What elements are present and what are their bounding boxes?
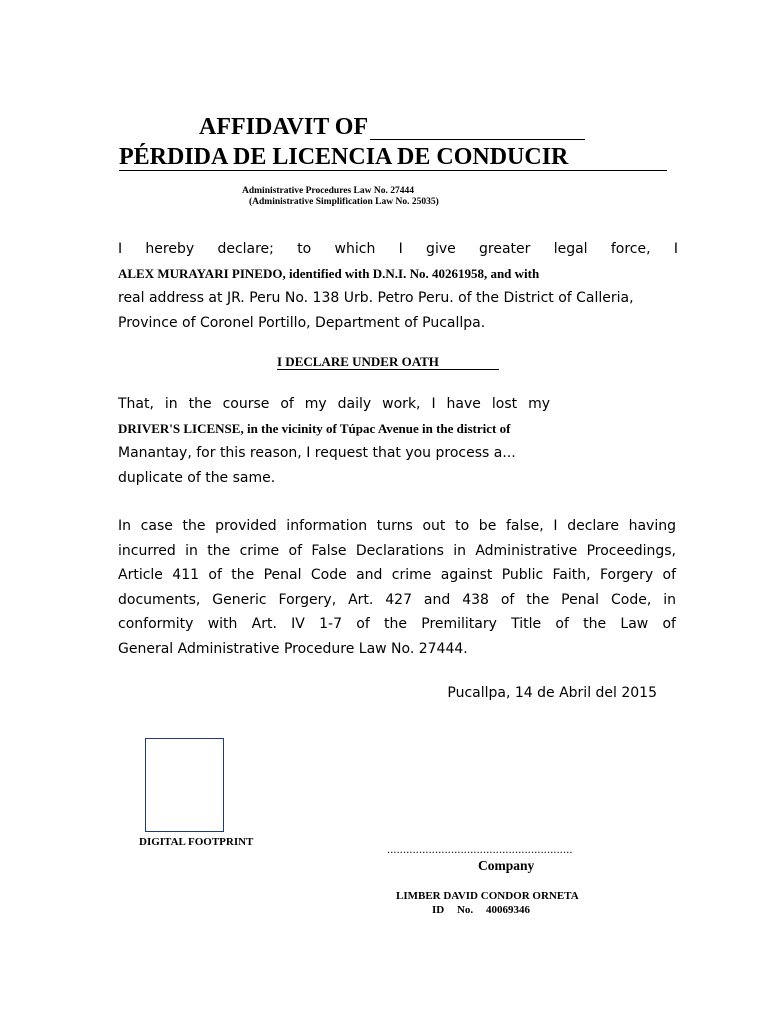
liability-line: documents, Generic Forgery, Art. 427 and 438 of the Penal Code, in: [118, 591, 676, 608]
oath-heading-underline: [277, 369, 499, 370]
id-label: ID: [432, 904, 445, 916]
company-label: Company: [478, 858, 535, 873]
title-underline: [370, 139, 585, 140]
liability-line: General Administrative Procedure Law No. 27444.: [118, 640, 468, 657]
subtitle-underline: [119, 170, 667, 171]
id-number: 40069346: [485, 904, 530, 916]
declaration-line: real address at JR. Peru No. 138 Urb. Petro Peru. of the District of Calleria,: [118, 290, 634, 306]
liability-line: Article 411 of the Penal Code and crime against Public Faith, Forgery of: [118, 567, 676, 583]
law-reference: Administrative Procedures Law No. 27444: [242, 186, 414, 196]
fingerprint-label: DIGITAL FOOTPRINT: [139, 836, 254, 848]
signer-id: [432, 904, 530, 916]
signature-line: ..........................................................: [387, 842, 573, 856]
law-reference-sub: (Administrative Simplification Law No. 25035): [249, 197, 439, 207]
statement-paragraph: [118, 392, 550, 490]
declaration-paragraph: [118, 237, 678, 335]
declarant-identity: ALEX MURAYARI PINEDO, identified with D.N.I. No. 40261958, and with: [118, 265, 540, 281]
fingerprint-box: [145, 738, 224, 832]
liability-line: In case the provided information turns out to be false, I declare having: [118, 518, 676, 534]
signer-name: LIMBER DAVID CONDOR ORNETA: [396, 890, 579, 902]
oath-heading: I DECLARE UNDER OATH: [277, 354, 439, 369]
liability-line: conformity with Art. IV 1-7 of the Premilitary Title of the Law of: [118, 616, 676, 632]
license-statement: DRIVER'S LICENSE, in the vicinity of Túpac Avenue in the district of: [118, 420, 511, 436]
statement-line: That, in the course of my daily work, I have lost my: [118, 396, 550, 412]
liability-line: incurred in the crime of False Declarations in Administrative Proceedings,: [118, 542, 676, 559]
document-subtitle: PÉRDIDA DE LICENCIA DE CONDUCIR: [119, 144, 569, 170]
declaration-line: Province of Coronel Portillo, Department of Pucallpa.: [118, 314, 486, 331]
statement-line: Manantay, for this reason, I request that you process a...: [118, 445, 516, 461]
statement-line: duplicate of the same.: [118, 469, 276, 486]
declaration-line: I hereby declare; to which I give greater legal force, I: [118, 241, 678, 257]
date-line: Pucallpa, 14 de Abril del 2015: [447, 685, 657, 701]
document-title: AFFIDAVIT OF: [199, 114, 369, 140]
liability-paragraph: [118, 514, 676, 661]
id-no-label: No.: [456, 904, 474, 916]
